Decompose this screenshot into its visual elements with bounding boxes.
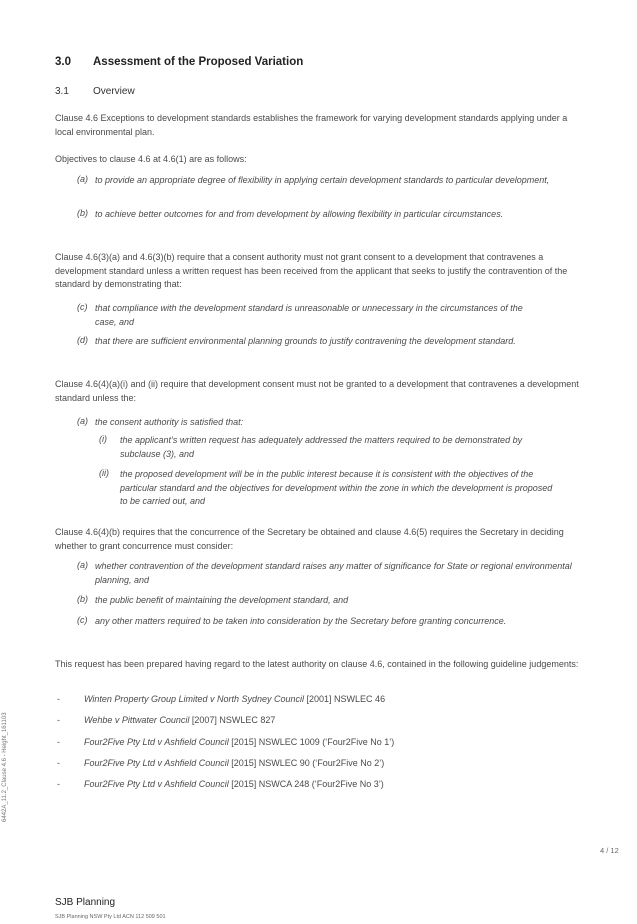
consent-sub-marker: (i) [99, 434, 107, 444]
objective-marker: (a) [77, 174, 88, 184]
secretary-marker: (a) [77, 560, 88, 570]
justification-marker: (d) [77, 335, 88, 345]
subsection-heading [55, 86, 135, 97]
case-citation [84, 779, 384, 789]
footer-company-details: SJB Planning NSW Pty Ltd ACN 112 509 501 [55, 914, 166, 920]
case-citation [84, 758, 384, 768]
objective-item: to achieve better outcomes for and from development by allowing flexibility in particular circumstances. [95, 209, 504, 219]
case-name: Four2Five Pty Ltd v Ashfield Council [84, 758, 229, 768]
case-name: Wehbe v Pittwater Council [84, 715, 190, 725]
section-title: Assessment of the Proposed Variation [93, 56, 304, 68]
case-name: Winten Property Group Limited v North Sydney Council [84, 694, 305, 704]
objective-item: to provide an appropriate degree of flexibility in applying certain development standards to particular development, [95, 175, 550, 185]
file-reference: 6442A_11.2_Clause 4.6 - Height_161103 [2, 712, 8, 822]
list-bullet: - [57, 779, 60, 789]
justification-item: that there are sufficient environmental planning grounds to justify contravening the development standard. [95, 336, 516, 346]
secretary-item: the public benefit of maintaining the development standard, and [95, 595, 349, 605]
justification-marker: (c) [77, 302, 88, 312]
case-citation [84, 715, 275, 725]
section-number: 3.0 [55, 56, 71, 68]
paragraph-consent: Clause 4.6(4)(a)(i) and (ii) require that development consent must not be granted to a development that contravenes a development standard unless the: [55, 379, 579, 403]
list-bullet: - [57, 715, 60, 725]
secretary-item: any other matters required to be taken into consideration by the Secretary before granting concurrence. [95, 616, 507, 626]
case-citation [84, 737, 394, 747]
objective-marker: (b) [77, 208, 88, 218]
case-reference: [2007] NSWLEC 827 [189, 715, 276, 725]
secretary-item: whether contravention of the development standard raises any matter of significance for State or regional environmental planning, and [95, 561, 572, 585]
page-number: 4 / 12 [600, 846, 619, 855]
subsection-title: Overview [93, 86, 135, 97]
list-bullet: - [57, 758, 60, 768]
secretary-marker: (b) [77, 594, 88, 604]
footer-company: SJB Planning [55, 897, 116, 908]
paragraph-objectives-intro: Objectives to clause 4.6 at 4.6(1) are as follows: [55, 154, 247, 164]
consent-marker: (a) [77, 416, 88, 426]
list-bullet: - [57, 737, 60, 747]
list-bullet: - [57, 694, 60, 704]
consent-item: the consent authority is satisfied that: [95, 417, 244, 427]
consent-sub-item: the applicant’s written request has adequately addressed the matters required to be demonstrated by subclause (3), and [120, 435, 523, 459]
case-reference: [2001] NSWLEC 46 [304, 694, 386, 704]
justification-item: that compliance with the development standard is unreasonable or unnecessary in the circumstances of the case, and [95, 303, 523, 327]
paragraph-framework: Clause 4.6 Exceptions to development standards establishes the framework for varying development standards applying under a local environmental plan. [55, 113, 568, 137]
paragraph-judgements: This request has been prepared having regard to the latest authority on clause 4.6, contained in the following guideline judgements: [55, 659, 579, 669]
case-reference: [2015] NSWLEC 1009 (‘Four2Five No 1’) [228, 737, 395, 747]
case-reference: [2015] NSWCA 248 (‘Four2Five No 3’) [228, 779, 384, 789]
paragraph-secretary: Clause 4.6(4)(b) requires that the concurrence of the Secretary be obtained and clause 4.6(5) requires the Secretary in deciding whether to grant concurrence must consider: [55, 527, 564, 551]
case-reference: [2015] NSWLEC 90 (‘Four2Five No 2’) [228, 758, 385, 768]
case-citation [84, 694, 385, 704]
secretary-marker: (c) [77, 615, 88, 625]
consent-sub-marker: (ii) [99, 468, 109, 478]
case-name: Four2Five Pty Ltd v Ashfield Council [84, 779, 229, 789]
subsection-number: 3.1 [55, 86, 69, 97]
case-name: Four2Five Pty Ltd v Ashfield Council [84, 737, 229, 747]
consent-sub-item: the proposed development will be in the public interest because it is consistent with the objectives of the particular standard and the objectives for development within the zone in which the development is proposed to be carried out, and [120, 469, 553, 506]
paragraph-written-request: Clause 4.6(3)(a) and 4.6(3)(b) require that a consent authority must not grant consent to a development that contravenes a development standard unless a written request has been received from the applicant that seeks to justify the contravention of the standard by demonstrating that: [55, 252, 568, 289]
section-heading [55, 56, 303, 68]
